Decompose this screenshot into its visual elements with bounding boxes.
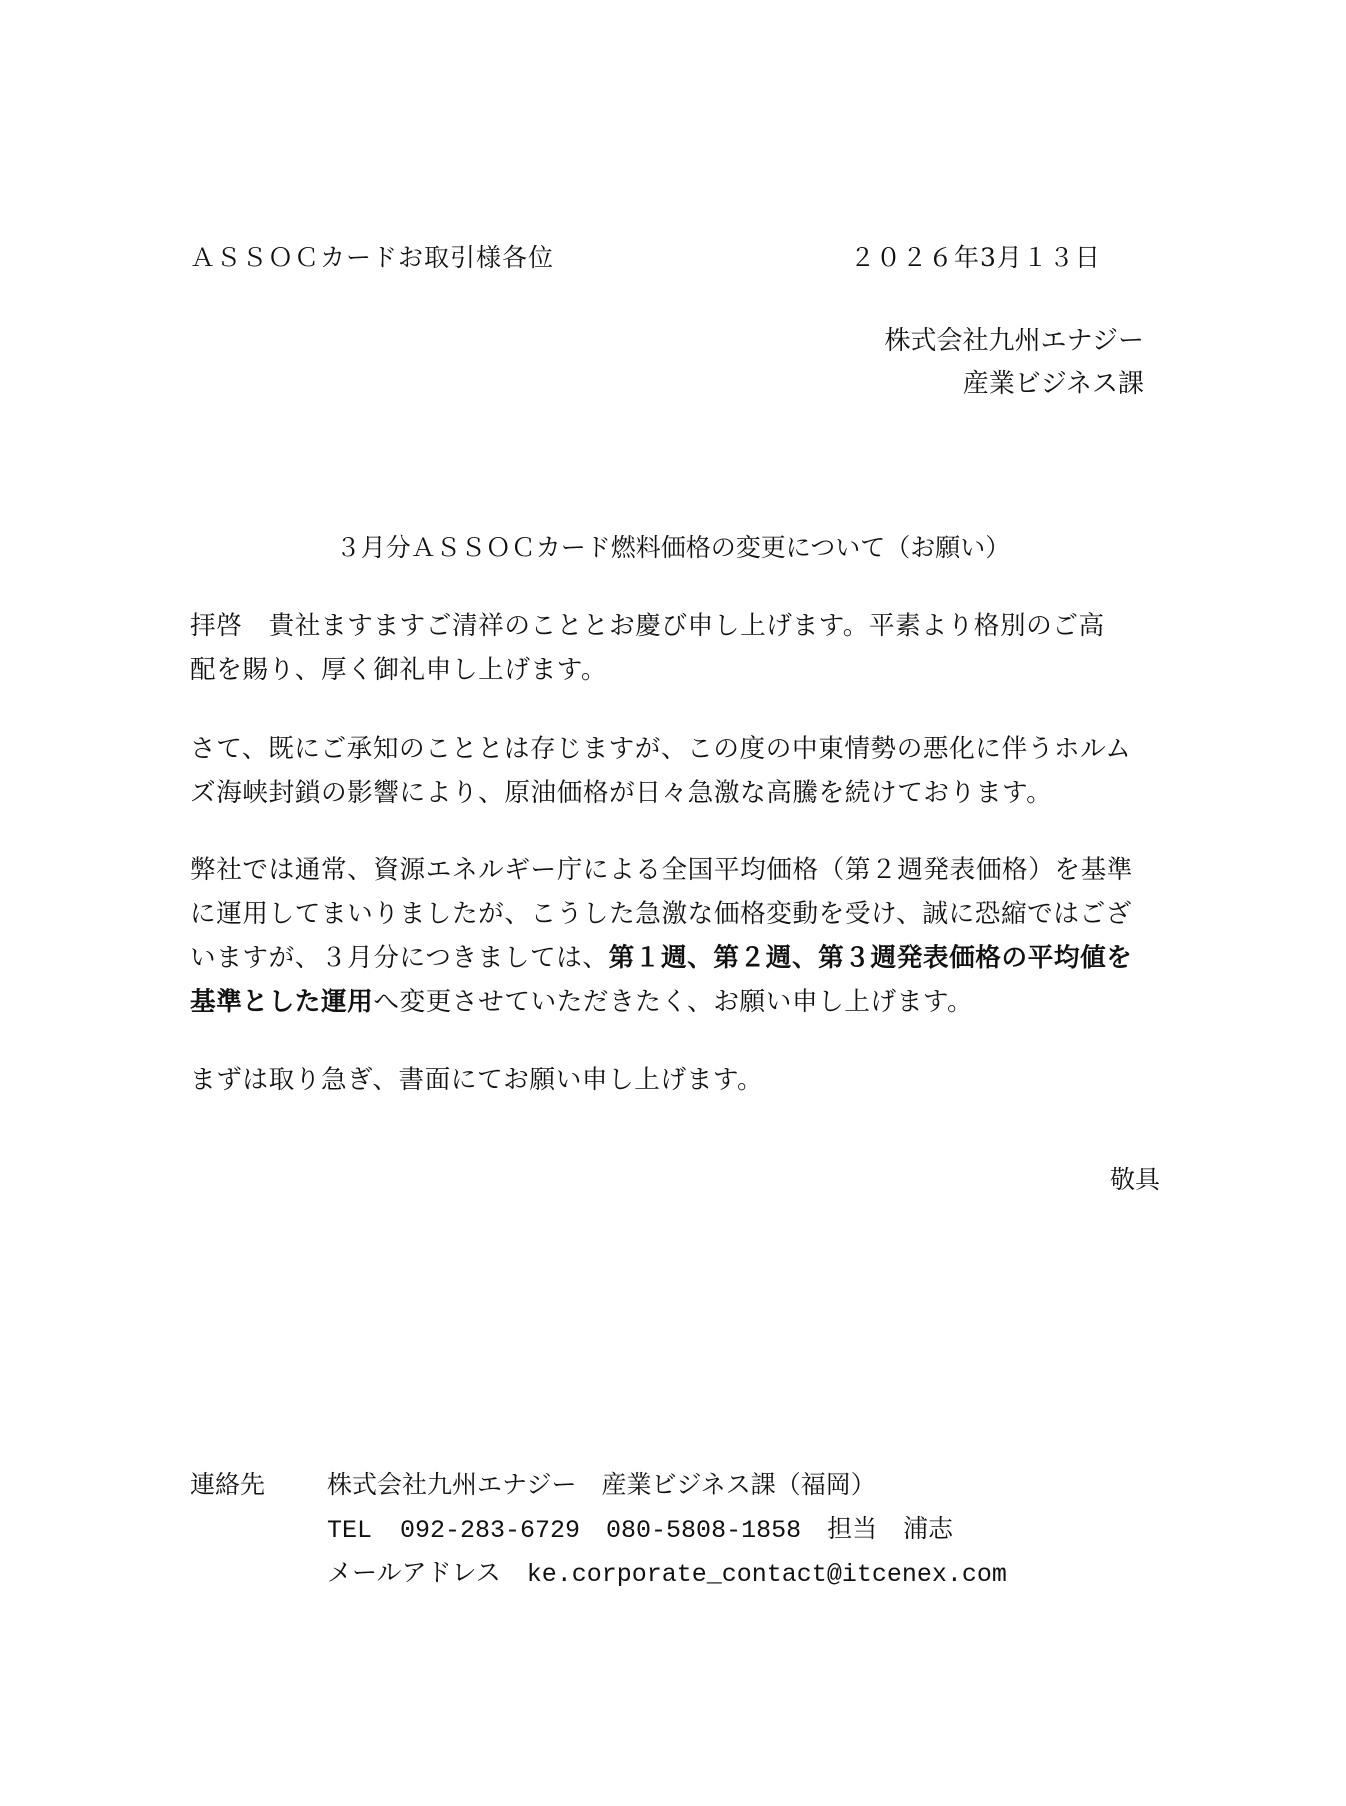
- contact-label: 連絡先: [190, 1470, 266, 1499]
- email-address[interactable]: ke.corporate_contact@itcenex.com: [526, 1560, 1007, 1589]
- body-line: [190, 936, 1165, 980]
- body-line: 拝啓 貴社ますますご清祥のこととお慶び申し上げます。平素より格別のご高: [190, 611, 1105, 641]
- body-line: 配を賜り、厚く御礼申し上げます。: [190, 655, 608, 685]
- body-line: に運用してまいりましたが、こうした急激な価格変動を受け、誠に恐縮ではござ: [190, 899, 1132, 929]
- contact-organization: 株式会社九州エナジー 産業ビジネス課（福岡）: [327, 1470, 876, 1499]
- letter-date: ２０２６年3月１３日: [850, 243, 1101, 272]
- person-name: 浦志: [903, 1514, 954, 1543]
- paragraph-background: [190, 727, 1165, 815]
- body-line: 弊社では通常、資源エネルギー庁による全国平均価格（第２週発表価格）を基準: [190, 855, 1133, 885]
- paragraph-greeting: [190, 604, 1165, 692]
- paragraph-closing-note: [190, 1058, 1165, 1102]
- body-line: さて、既にご承知のこととは存じますが、この度の中東情勢の悪化に伴うホルム: [190, 734, 1132, 764]
- body-text-emphasis: 第１週、第２週、第３週発表価格の平均値を: [608, 943, 1133, 973]
- sender-company: 株式会社九州エナジー: [884, 326, 1144, 356]
- contact-email-line: [327, 1553, 1007, 1589]
- contact-phone-line: [327, 1509, 953, 1545]
- sender-department: 産業ビジネス課: [962, 369, 1144, 399]
- body-line: [190, 980, 1165, 1024]
- paragraph-request: [190, 848, 1165, 1024]
- closing-keigu: 敬具: [1109, 1165, 1160, 1194]
- body-line: まずは取り急ぎ、書面にてお願い申し上げます。: [190, 1065, 764, 1095]
- body-text-plain: へ変更させていただきたく、お願い申し上げます。: [373, 987, 974, 1017]
- person-label: 担当: [827, 1514, 878, 1543]
- tel-main[interactable]: 092-283-6729: [400, 1516, 581, 1545]
- body-text-emphasis: 基準とした運用: [190, 987, 374, 1017]
- tel-label: TEL: [327, 1516, 373, 1545]
- body-line: ズ海峡封鎖の影響により、原油価格が日々急激な高騰を続けております。: [190, 778, 1053, 808]
- email-label: メールアドレス: [327, 1558, 501, 1587]
- letter-subject: ３月分ＡＳＳＯＣカード燃料価格の変更について（お願い）: [335, 533, 1011, 562]
- body-text-plain: いますが、３月分につきましては、: [190, 943, 609, 973]
- addressee: ＡＳＳＯＣカードお取引様各位: [190, 243, 555, 272]
- tel-mobile[interactable]: 080-5808-1858: [606, 1516, 802, 1545]
